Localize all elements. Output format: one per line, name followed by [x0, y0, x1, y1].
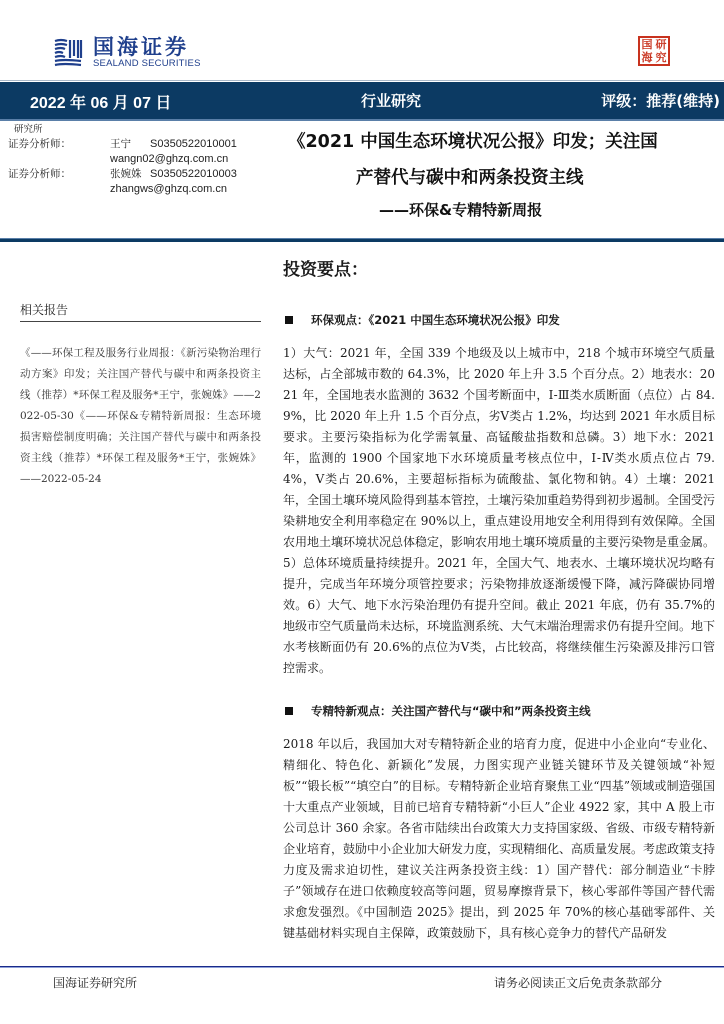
- footer-org: 国海证券研究所: [53, 976, 138, 990]
- header-underline: [0, 119, 724, 121]
- related-reports: [20, 301, 261, 490]
- bullet-square-icon: [285, 707, 293, 715]
- analyst-info: [8, 122, 237, 197]
- report-title: [280, 124, 720, 224]
- analyst-email-link[interactable]: wangn02@ghzq.com.cn: [110, 153, 229, 165]
- title-divider: [0, 238, 724, 242]
- analyst-row: [8, 137, 237, 152]
- analyst-email-link[interactable]: zhangws@ghzq.com.cn: [110, 183, 227, 195]
- header-band: [0, 82, 724, 119]
- analyst-row: [8, 167, 237, 182]
- seal-char: 海: [641, 51, 653, 64]
- analyst-name: 王宁: [110, 138, 131, 150]
- analyst-label: 证券分析师：: [8, 138, 71, 150]
- seal-char: 研: [655, 38, 667, 51]
- footer-divider: [0, 966, 724, 968]
- report-rating: 评级：推荐(维持): [601, 92, 720, 110]
- title-line-1: 《2021 中国生态环境状况公报》印发；关注国: [288, 132, 658, 152]
- section-heading-text: 专精特新观点：关注国产替代与“碳中和”两条投资主线: [311, 704, 591, 718]
- seal-char: 国: [641, 38, 653, 51]
- section-body-specialized: 2018 年以后，我国加大对专精特新企业的培育力度，促进中小企业向“专业化、精细化、特色化、新颖化”发展，力图实现产业链关键环节及关键领域“补短板”“锻长板”“填空白”的目标。专精特新企业培育聚焦工业“四基”领域或制造强国十大重点产业领域，目前已培育专精特新“小巨人”企业 4922 家，其中 A 股上市公司总计 360 余家。各省市陆续出台政策大力支持国家级、省级、市级专精特新企业培育，鼓励中小企业加大研发力度，实现精细化、高质量发展。考虑政策支持力度及需求迫切性，建议关注两条投资主线：1）国产替代：部分制造业“卡脖子”领域存在进口依赖度较高等问题，贸易摩擦背景下，核心零部件等国产替代需求愈发强烈。《中国制造 2025》提出，到 2025 年 70%的核心基础零部件、关键基础材料实现自主保障，政策鼓励下，具有核心竞争力的替代产品研发: [283, 737, 716, 940]
- section-heading-environment: [283, 312, 715, 328]
- report-category: 行业研究: [361, 92, 422, 110]
- bullet-square-icon: [285, 316, 293, 324]
- title-line-2: 产替代与碳中和两条投资主线: [356, 168, 584, 188]
- company-logo: [53, 36, 201, 70]
- logo-english-name: SEALAND SECURITIES: [93, 58, 201, 69]
- related-reports-heading: 相关报告: [20, 301, 261, 322]
- section-heading-specialized: [283, 703, 715, 719]
- footer-disclaimer: 请务必阅读正文后免责条款部分: [494, 976, 663, 990]
- analyst-cert-code: S0350522010003: [150, 168, 237, 180]
- analyst-cert-code: S0350522010001: [150, 138, 237, 150]
- research-seal-icon: [638, 36, 670, 66]
- report-date: 2022 年 06 月 07 日: [30, 95, 172, 112]
- logo-chinese-name: 国海证券: [93, 35, 189, 59]
- header-divider: [0, 80, 724, 81]
- seal-char: 究: [655, 51, 667, 64]
- section-body-environment: 1）大气：2021 年，全国 339 个地级及以上城市中，218 个城市环境空气质量达标，占全部城市数的 64.3%，比 2020 年上升 3.5 个百分点。2）地表水：2021 年，全国地表水监测的 3632 个国考断面中，Ⅰ-Ⅲ类水质断面（点位）占 84.9%，比 2020 年上升 1.5 个百分点，劣Ⅴ类占 1.2%，均达到 2021 年水质目标要求。主要污染指标为化学需氧量、高锰酸盐指数和总磷。3）地下水：2021 年，监测的 1900 个国家地下水环境质量考核点位中，Ⅰ-Ⅳ类水质点位占 79.4%，Ⅴ类占 20.6%，主要超标指标为硫酸盐、氯化物和钠。4）土壤：2021 年，全国土壤环境风险得到基本管控，土壤污染加重趋势得到初步遏制。全国受污染耕地安全利用率稳定在 90%以上，重点建设用地安全利用得到有效保障。全国农用地土壤环境状况总体稳定，影响农用地土壤环境质量的主要污染物是重金属。5）总体环境质量持续提升。2021 年，全国大气、地表水、土壤环境状况均略有提升，完成当年环境分项管控要求；污染物排放逐渐缓慢下降，减污降碳协同增效。6）大气、地下水污染治理仍有提升空间。截止 2021 年底，仍有 35.7%的地级市空气质量尚未达标，环境监测系统、大气末端治理需求仍有提升空间。地下水考核断面仍有 20.6%的点位为Ⅴ类，占比较高，将继续催生污染源及排污口管控需求。: [283, 346, 716, 675]
- sealand-wave-logo-icon: [53, 38, 83, 68]
- section-heading-text: 环保观点：《2021 中国生态环境状况公报》印发: [311, 313, 560, 327]
- key-points-title: 投资要点：: [283, 260, 368, 280]
- report-subtitle: ——环保&专精特新周报: [379, 201, 543, 219]
- analyst-label: 证券分析师：: [8, 168, 71, 180]
- main-content: [283, 258, 715, 944]
- related-reports-list: 《——环保工程及服务行业周报：《新污染物治理行动方案》印发；关注国产替代与碳中和两条投资主线（推荐）*环保工程及服务*王宁，张婉姝》——2022-05-30《——环保&专精特新周报：生态环境损害赔偿制度明确；关注国产替代与碳中和两条投资主线（推荐）*环保工程及服务*王宁，张婉姝》——2022-05-24: [20, 347, 261, 485]
- research-org: 研究所: [14, 124, 43, 135]
- analyst-name: 张婉姝: [110, 168, 142, 180]
